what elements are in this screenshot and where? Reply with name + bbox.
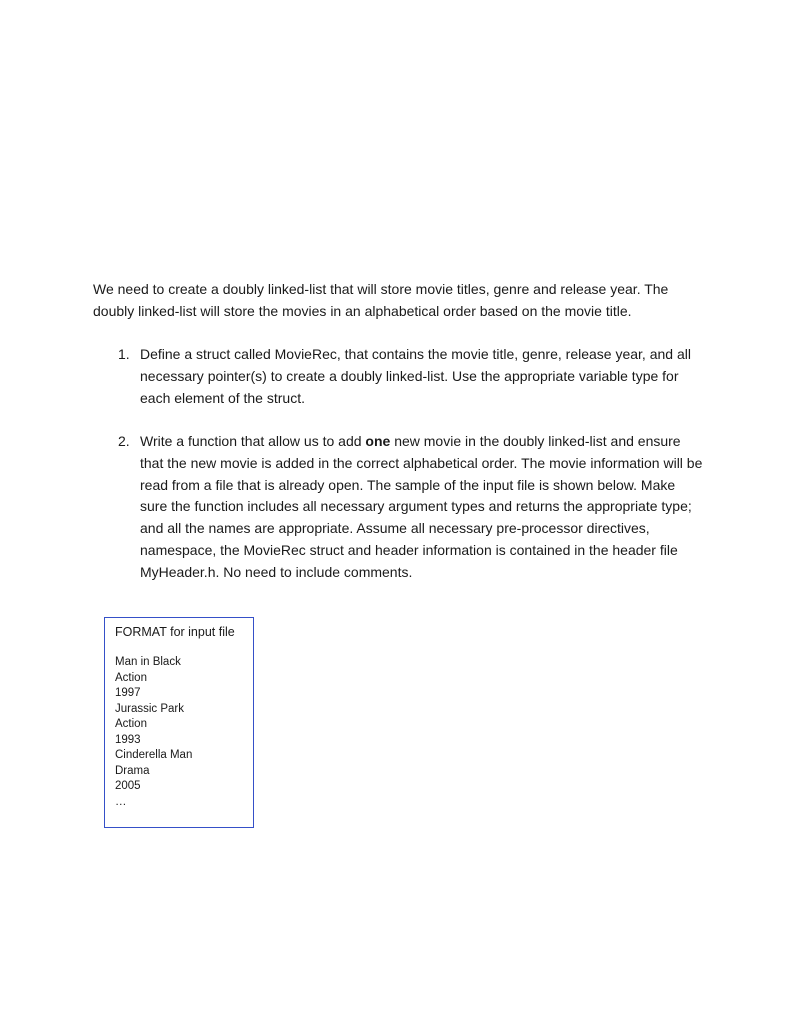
question-2-text-after-bold: new movie in the doubly linked-list and ensure that the new movie is added in the correct alphabetical order. The movie information will be read from a file that is already open. The sample of the input file is shown below. Make sure the function includes all necessary argument types and returns the appropriate type; and all the names are appropriate. Assume all necessary pre-processor directives, namespace, the MovieRec struct and header information is contained in the header file MyHeader.h. No need to include comments. <box>140 433 703 580</box>
question-2 <box>118 431 703 584</box>
question-2-number: 2. <box>118 433 130 449</box>
input-file-format-box <box>104 617 254 828</box>
format-line: … <box>115 795 127 808</box>
format-box-title: FORMAT for input file <box>115 625 235 639</box>
format-line: Action <box>115 671 147 684</box>
format-line: 2005 <box>115 780 141 792</box>
format-line: Man in Black <box>115 656 181 668</box>
format-line: Action <box>115 718 147 730</box>
intro-paragraph: We need to create a doubly linked-list that will store movie titles, genre and release year. The doubly linked-list will store the movies in an alphabetical order based on the movie title. <box>93 281 669 319</box>
question-2-text <box>140 431 703 584</box>
question-1-text: Define a struct called MovieRec, that contains the movie title, genre, release year, and all necessary pointer(s) to create a doubly linked-list. Use the appropriate variable type for each element of the struct. <box>140 346 691 406</box>
format-line: 1997 <box>115 687 141 699</box>
format-line: Jurassic Park <box>115 702 185 715</box>
question-1 <box>118 344 703 409</box>
question-2-bold-word: one <box>365 433 391 449</box>
format-line: 1993 <box>115 733 141 746</box>
format-line: Drama <box>115 764 150 777</box>
question-2-text-before-bold: Write a function that allow us to add <box>140 433 366 449</box>
format-line: Cinderella Man <box>115 749 193 761</box>
question-1-number: 1. <box>118 346 130 362</box>
